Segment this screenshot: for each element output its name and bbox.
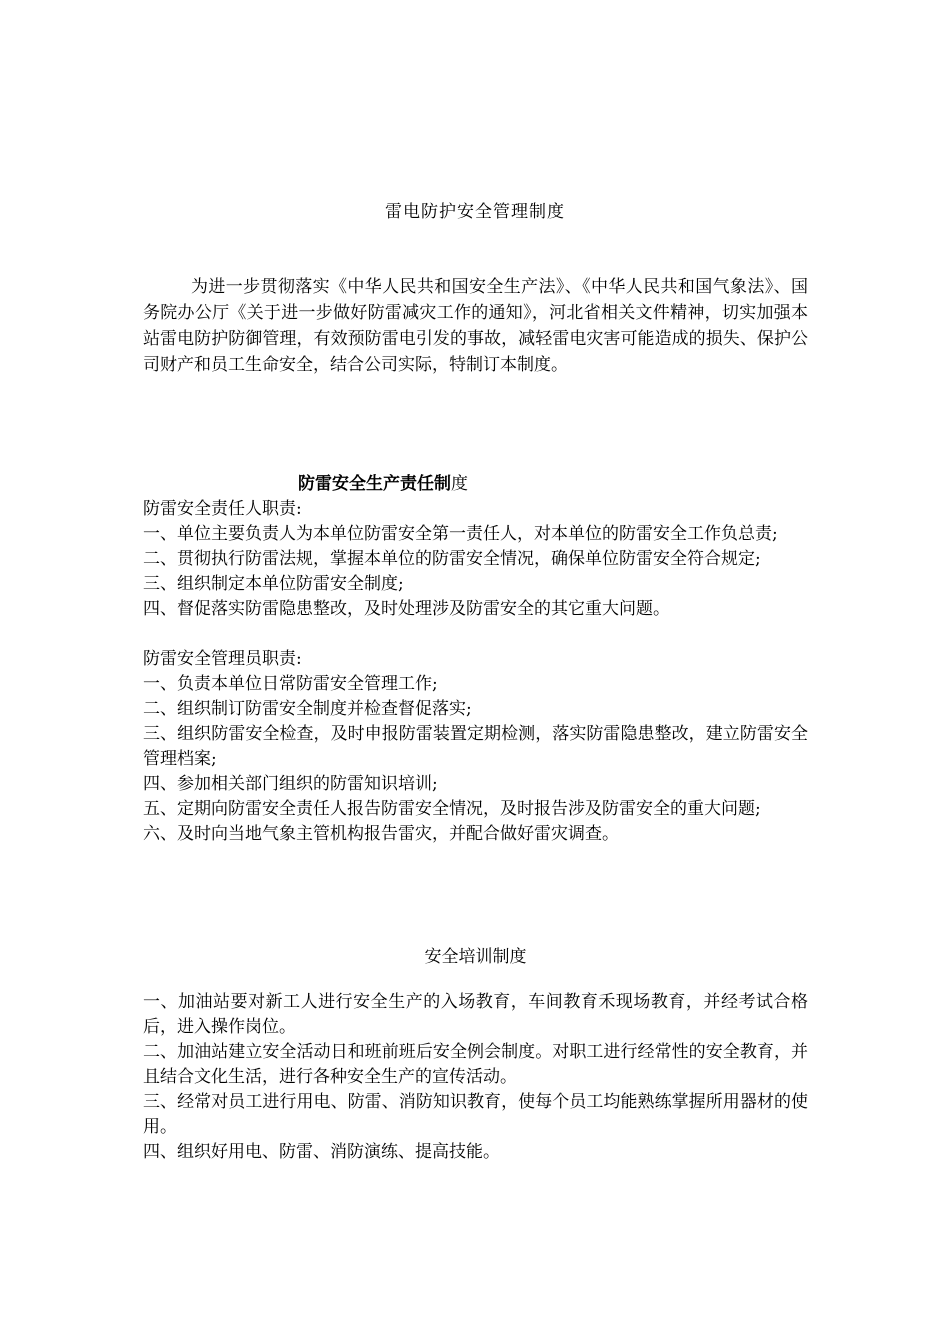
spacer [143,970,808,990]
person-item: 三、组织制定本单位防雷安全制度; [143,574,404,594]
person-item: 一、单位主要负责人为本单位防雷安全第一责任人，对本单位的防雷安全工作负总责; [143,524,778,544]
intro-paragraph: 为进一步贯彻落实《中华人民共和国安全生产法》、《中华人民共和国气象法》、国务院办公厅《关于进一步做好防雷减灾工作的通知》，河北省相关文件精神，切实加强本站雷电防护防御管理，有效预防雷电引发的事故，减轻雷电灾害可能造成的损失、保护公司财产和员工生命安全，结合公司实际，特制订本制度。 [143,277,808,375]
training-item: 二、加油站建立安全活动日和班前班后安全例会制度。对职工进行经常性的安全教育，并且结合文化生活，进行各种安全生产的宣传活动。 [143,1042,808,1087]
spacer [143,622,808,647]
admin-item: 三、组织防雷安全检查，及时申报防雷装置定期检测，落实防雷隐患整改，建立防雷安全管理档案; [143,724,808,769]
admin-item: 四、参加相关部门组织的防雷知识培训; [143,774,438,794]
training-item: 一、加油站要对新工人进行安全生产的入场教育，车间教育禾现场教育，并经考试合格后，进入操作岗位。 [143,992,808,1037]
training-item: 四、组织好用电、防雷、消防演练、提高技能。 [143,1142,500,1162]
admin-item: 二、组织制订防雷安全制度并检查督促落实; [143,699,472,719]
training-section [143,945,808,1165]
admin-item: 一、负责本单位日常防雷安全管理工作; [143,674,438,694]
person-heading: 防雷安全责任人职责: [143,499,302,519]
admin-item: 六、及时向当地气象主管机构报告雷灾，并配合做好雷灾调查。 [143,824,619,844]
person-item: 二、贯彻执行防雷法规，掌握本单位的防雷安全情况，确保单位防雷安全符合规定; [143,549,761,569]
person-item: 四、督促落实防雷隐患整改，及时处理涉及防雷安全的其它重大问题。 [143,599,670,619]
admin-item: 五、定期向防雷安全责任人报告防雷安全情况，及时报告涉及防雷安全的重大问题; [143,799,761,819]
training-item: 三、经常对员工进行用电、防雷、消防知识教育，使每个员工均能熟练掌握所用器材的使用。 [143,1092,808,1137]
training-title: 安全培训制度 [424,947,527,967]
responsibility-title-bold: 防雷安全生产责任制 [298,474,451,494]
admin-heading: 防雷安全管理员职责: [143,649,302,669]
responsibility-section [143,472,808,847]
responsibility-title [143,472,808,497]
responsibility-title-rest: 度 [451,474,468,494]
document-title: 雷电防护安全管理制度 [385,202,565,222]
